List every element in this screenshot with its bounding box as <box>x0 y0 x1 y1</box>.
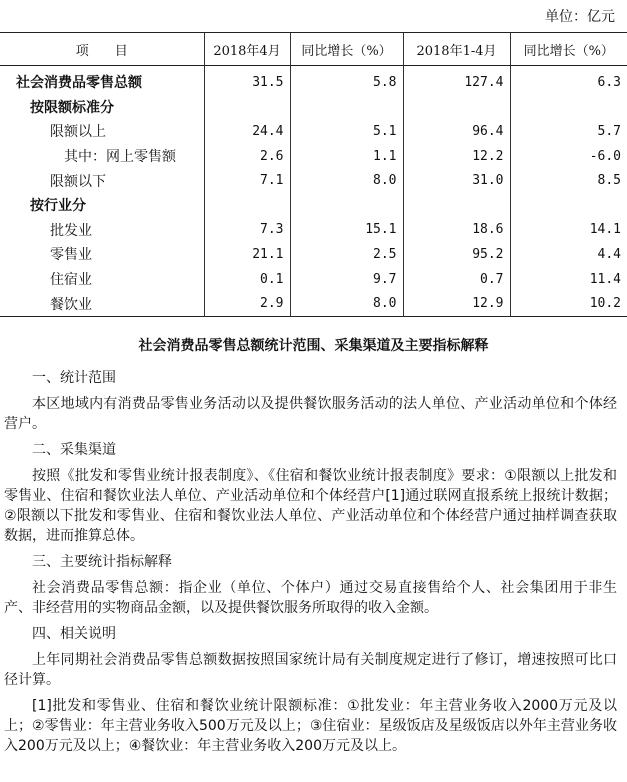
table-row <box>0 267 627 292</box>
cell-ytd <box>403 193 510 218</box>
cell-month: 24.4 <box>204 119 290 144</box>
table-row <box>0 119 627 144</box>
cell-ytd: 95.2 <box>403 242 510 267</box>
cell-month: 21.1 <box>204 242 290 267</box>
cell-ytd: 0.7 <box>403 267 510 292</box>
cell-ytd: 96.4 <box>403 119 510 144</box>
table-row <box>0 193 627 218</box>
section-text-remarks: 上年同期社会消费品零售总额数据按照国家统计局有关制度规定进行了修订，增速按照可比口径计算。 <box>4 652 617 688</box>
cell-month-growth: 5.8 <box>290 66 403 95</box>
cell-ytd-growth <box>510 95 627 120</box>
cell-ytd-growth: 8.5 <box>510 168 627 193</box>
cell-month-growth: 5.1 <box>290 119 403 144</box>
section-text-indicators: 社会消费品零售总额：指企业（单位、个体户）通过交易直接售给个人、社会集团用于非生产、非经营用的实物商品金额，以及提供餐饮服务所取得的收入金额。 <box>4 580 617 616</box>
unit-label: 单位：亿元 <box>545 9 615 25</box>
cell-month: 0.1 <box>204 267 290 292</box>
section-text-scope: 本区地域内有消费品零售业务活动以及提供餐饮服务活动的法人单位、产业活动单位和个体经营户。 <box>4 396 617 432</box>
section-heading-scope: 一、统计范围 <box>32 370 116 386</box>
cell-ytd: 31.0 <box>403 168 510 193</box>
cell-month-growth: 9.7 <box>290 267 403 292</box>
cell-ytd-growth: 10.2 <box>510 291 627 316</box>
cell-month <box>204 95 290 120</box>
table-row <box>0 218 627 243</box>
cell-ytd-growth: 5.7 <box>510 119 627 144</box>
col-header-ytd-growth: 同比增长（%） <box>510 33 627 66</box>
row-label: 住宿业 <box>50 272 92 289</box>
cell-ytd: 127.4 <box>403 66 510 95</box>
cell-month: 7.1 <box>204 168 290 193</box>
cell-ytd-growth: -6.0 <box>510 144 627 169</box>
cell-month: 2.9 <box>204 291 290 316</box>
section-heading-remarks: 四、相关说明 <box>32 626 116 642</box>
cell-ytd-growth: 14.1 <box>510 218 627 243</box>
table-header-row <box>0 33 627 66</box>
notes-section <box>0 336 627 762</box>
table-row <box>0 95 627 120</box>
cell-ytd-growth <box>510 193 627 218</box>
table-row <box>0 291 627 316</box>
cell-month-growth: 15.1 <box>290 218 403 243</box>
table-row <box>0 66 627 95</box>
row-label: 限额以上 <box>50 124 106 141</box>
cell-month-growth: 2.5 <box>290 242 403 267</box>
col-header-month: 2018年4月 <box>204 33 290 66</box>
section-text-channel: 按照《批发和零售业统计报表制度》、《住宿和餐饮业统计报表制度》要求：①限额以上批发和零售业、住宿和餐饮业法人单位、产业活动单位和个体经营户[1]通过联网直报系统上报统计数据；②限额以下批发和零售业、住宿和餐饮业法人单位、产业活动单位和个体经营户通过抽样调查获取数据，进而推算总体。 <box>4 468 617 544</box>
cell-ytd-growth: 6.3 <box>510 66 627 95</box>
row-label: 限额以下 <box>50 173 106 190</box>
col-header-ytd: 2018年1-4月 <box>403 33 510 66</box>
cell-month: 2.6 <box>204 144 290 169</box>
cell-month-growth: 8.0 <box>290 291 403 316</box>
section-heading-channel: 二、采集渠道 <box>32 442 116 458</box>
cell-month-growth: 8.0 <box>290 168 403 193</box>
footnote: [1]批发和零售业、住宿和餐饮业统计限额标准：①批发业：年主营业务收入2000万元及以上；②零售业：年主营业务收入500万元及以上；③住宿业：星级饭店及星级饭店以外年主营业务收入200万元及以上；④餐饮业：年主营业务收入200万元及以上。 <box>4 698 617 754</box>
cell-month-growth <box>290 193 403 218</box>
cell-month-growth <box>290 95 403 120</box>
cell-ytd-growth: 4.4 <box>510 242 627 267</box>
row-label: 社会消费品零售总额 <box>16 75 142 92</box>
table-row <box>0 242 627 267</box>
row-label: 批发业 <box>50 222 92 239</box>
cell-ytd <box>403 95 510 120</box>
cell-month: 31.5 <box>204 66 290 95</box>
row-label: 按限额标准分 <box>30 99 114 116</box>
row-label: 零售业 <box>50 247 92 264</box>
cell-month <box>204 193 290 218</box>
row-label: 按行业分 <box>30 198 86 215</box>
row-label: 餐饮业 <box>0 291 204 316</box>
cell-ytd: 12.9 <box>403 291 510 316</box>
table-row <box>0 168 627 193</box>
row-label: 其中：网上零售额 <box>64 149 176 166</box>
cell-month-growth: 1.1 <box>290 144 403 169</box>
retail-sales-table <box>0 32 627 317</box>
cell-month: 7.3 <box>204 218 290 243</box>
table-row <box>0 144 627 169</box>
col-header-month-growth: 同比增长（%） <box>290 33 403 66</box>
cell-ytd: 12.2 <box>403 144 510 169</box>
section-heading-indicators: 三、主要统计指标解释 <box>32 554 172 570</box>
cell-ytd: 18.6 <box>403 218 510 243</box>
col-header-item: 项 目 <box>0 33 204 66</box>
cell-ytd-growth: 11.4 <box>510 267 627 292</box>
notes-title: 社会消费品零售总额统计范围、采集渠道及主要指标解释 <box>138 338 489 354</box>
